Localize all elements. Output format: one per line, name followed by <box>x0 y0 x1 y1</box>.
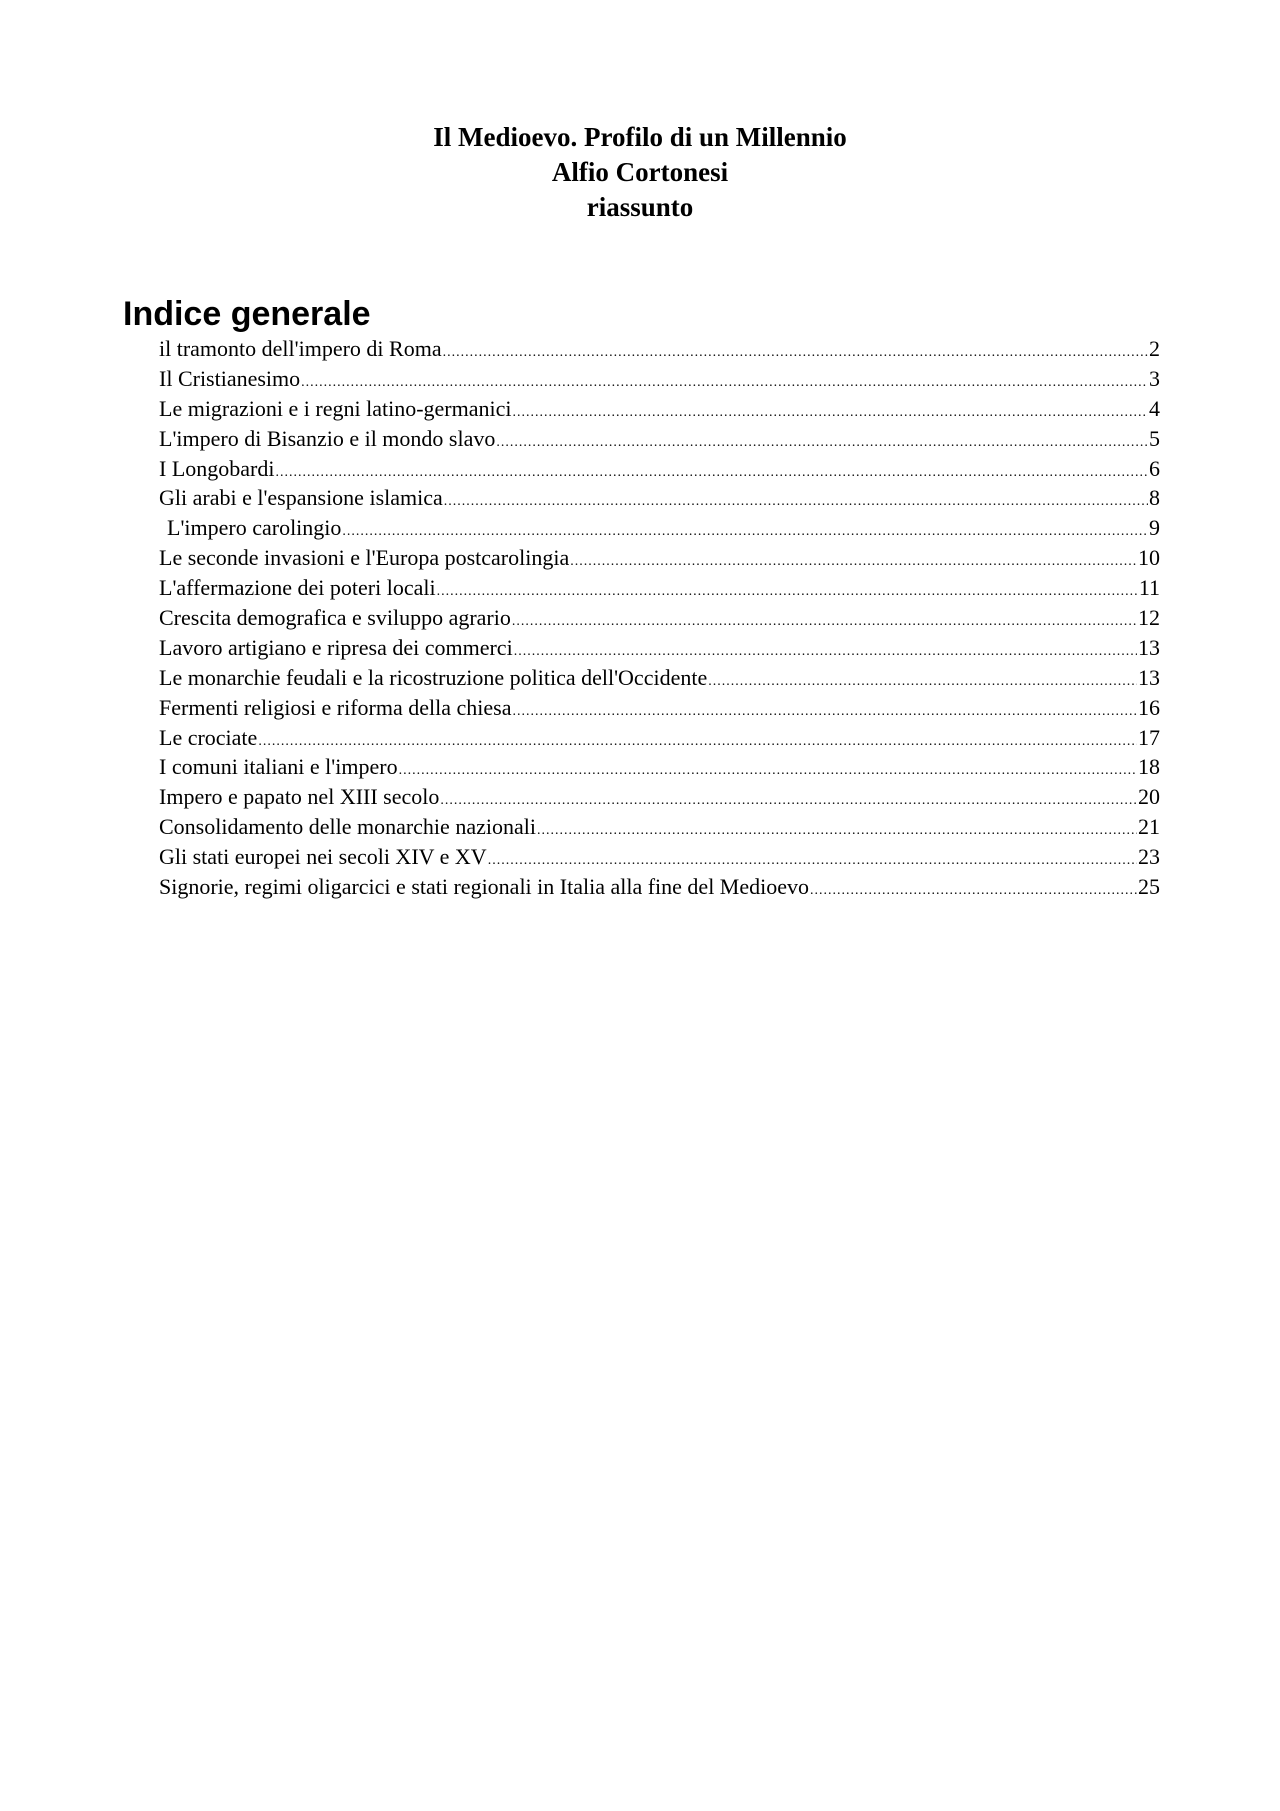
toc-entry-title: Le migrazioni e i regni latino-germanici <box>159 395 512 421</box>
toc-entry-page: 20 <box>1138 784 1160 810</box>
document-subtitle: riassunto <box>586 192 694 222</box>
toc-entry-title: Gli arabi e l'espansione islamica <box>159 485 443 511</box>
toc-entry-title: il tramonto dell'impero di Roma <box>159 336 442 361</box>
document-title: Il Medioevo. Profilo di un Millennio <box>433 122 847 152</box>
toc-dot-leader <box>496 428 1148 458</box>
toc-dot-leader <box>537 816 1137 846</box>
toc-entry-page: 3 <box>1149 365 1160 391</box>
toc-entry-title: Lavoro artigiano e ripresa dei commerci <box>159 634 513 660</box>
toc-dot-leader <box>512 398 1148 428</box>
toc-dot-leader <box>444 487 1148 517</box>
toc-entry[interactable] <box>159 663 1160 693</box>
toc-entry[interactable] <box>159 782 1160 812</box>
toc-entry[interactable] <box>159 424 1160 454</box>
toc-dot-leader <box>443 338 1148 368</box>
toc-entry-title: Fermenti religiosi e riforma della chiesa <box>159 694 512 720</box>
toc-entry-title: L'affermazione dei poteri locali <box>159 575 436 601</box>
toc-entry[interactable] <box>159 334 1160 364</box>
toc-entry-page: 12 <box>1138 605 1160 631</box>
toc-entry[interactable] <box>159 454 1160 484</box>
toc-entry-title: I comuni italiani e l'impero <box>159 754 398 780</box>
toc-entry[interactable] <box>159 872 1160 902</box>
document-title-block <box>0 120 1280 225</box>
toc-entry[interactable] <box>159 633 1160 663</box>
toc-entry-page: 4 <box>1149 395 1160 421</box>
toc-entry[interactable] <box>159 812 1160 842</box>
toc-entry[interactable] <box>159 364 1160 394</box>
toc-dot-leader <box>437 577 1138 607</box>
toc-entry-page: 10 <box>1138 545 1160 571</box>
toc-entry[interactable] <box>159 842 1160 872</box>
toc-entry-title: Le seconde invasioni e l'Europa postcarolingia <box>159 545 570 571</box>
toc-heading: Indice generale <box>123 295 371 333</box>
toc-entry-page: 17 <box>1138 724 1160 750</box>
toc-entry[interactable] <box>159 752 1160 782</box>
toc-dot-leader <box>512 607 1137 637</box>
toc-entry-title: Gli stati europei nei secoli XIV e XV <box>159 844 487 870</box>
toc-entry[interactable] <box>159 603 1160 633</box>
toc-entry-page: 25 <box>1138 874 1160 900</box>
toc-entry-title: Impero e papato nel XIII secolo <box>159 784 440 810</box>
toc-entry[interactable] <box>159 693 1160 723</box>
toc-entry-title: Consolidamento delle monarchie nazionali <box>159 814 536 840</box>
toc-dot-leader <box>810 876 1137 906</box>
toc-dot-leader <box>708 667 1137 697</box>
toc-entry[interactable] <box>159 573 1160 603</box>
toc-entry-page: 18 <box>1138 754 1160 780</box>
toc-entry-title: I Longobardi <box>159 455 275 481</box>
toc-entry[interactable] <box>159 543 1160 573</box>
toc-entry-page: 13 <box>1138 634 1160 660</box>
toc-entry-page: 8 <box>1149 485 1160 511</box>
toc-entry-page: 2 <box>1149 336 1160 361</box>
toc-entry-title: Crescita demografica e sviluppo agrario <box>159 605 511 631</box>
toc-dot-leader <box>512 697 1137 727</box>
toc-entry-title: Le monarchie feudali e la ricostruzione politica dell'Occidente <box>159 664 708 690</box>
toc-entry[interactable] <box>159 483 1160 513</box>
table-of-contents <box>159 334 1160 902</box>
toc-entry-title: Signorie, regimi oligarcici e stati regionali in Italia alla fine del Medioevo <box>159 874 810 900</box>
toc-entry-page: 23 <box>1138 844 1160 870</box>
toc-entry[interactable] <box>159 723 1160 753</box>
document-author: Alfio Cortonesi <box>551 157 729 187</box>
toc-entry-page: 6 <box>1149 455 1160 481</box>
toc-entry-title: L'impero di Bisanzio e il mondo slavo <box>159 425 496 451</box>
toc-entry-page: 9 <box>1149 515 1160 541</box>
toc-entry-title: L'impero carolingio <box>167 515 342 541</box>
toc-entry-page: 5 <box>1149 425 1160 451</box>
toc-entry-title: Il Cristianesimo <box>159 365 301 391</box>
toc-entry-page: 21 <box>1138 814 1160 840</box>
toc-entry-page: 16 <box>1138 694 1160 720</box>
toc-dot-leader <box>440 786 1137 816</box>
toc-entry-title: Le crociate <box>159 724 258 750</box>
toc-dot-leader <box>570 547 1137 577</box>
toc-entry[interactable] <box>159 513 1160 543</box>
toc-entry[interactable] <box>159 394 1160 424</box>
toc-dot-leader <box>399 756 1137 786</box>
toc-entry-page: 11 <box>1138 575 1160 601</box>
toc-entry-page: 13 <box>1138 664 1160 690</box>
